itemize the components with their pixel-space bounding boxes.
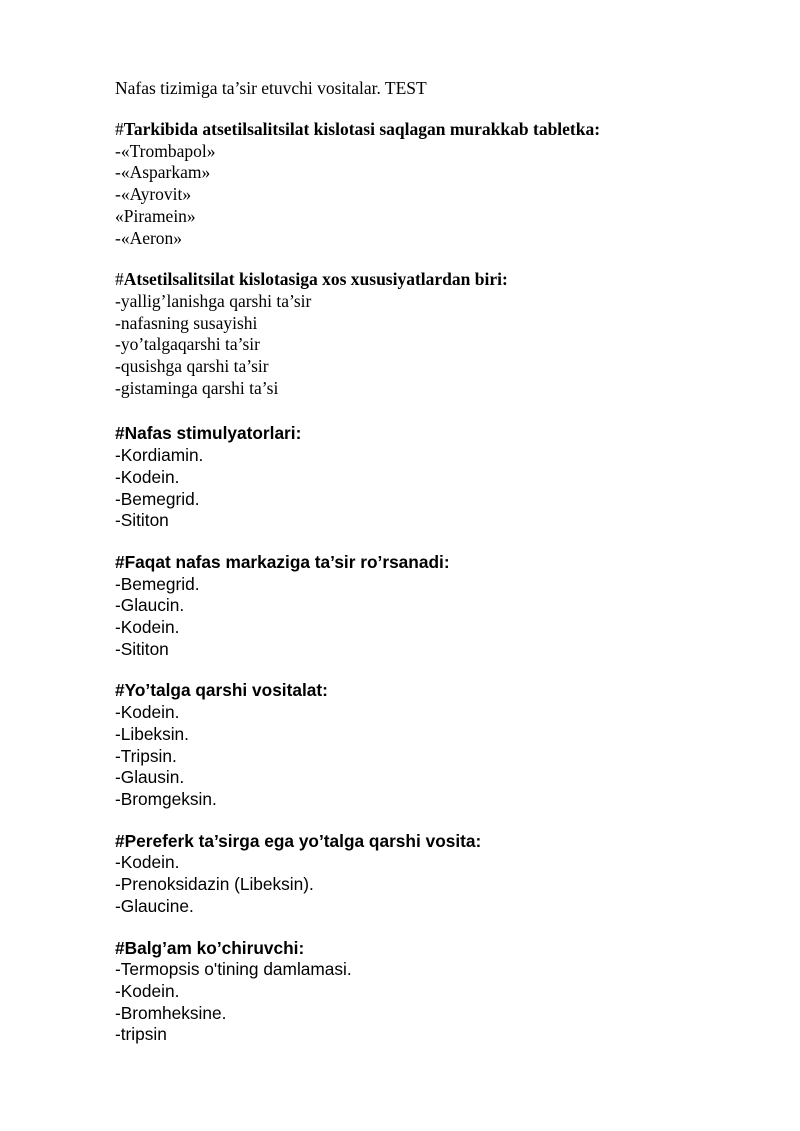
answer-option: -«Trombapol» xyxy=(115,140,216,161)
document-page xyxy=(115,77,755,1066)
question-block xyxy=(115,552,755,661)
question-text: Faqat nafas markaziga ta’sir ro’rsanadi: xyxy=(124,551,450,572)
question-text: Tarkibida atsetilsalitsilat kislotasi saqlagan murakkab tabletka: xyxy=(123,119,601,139)
answer-option: -yallig’lanishga qarshi ta’sir xyxy=(115,290,312,311)
question-text: Nafas stimulyatorlari: xyxy=(124,423,302,444)
question-text: Balg’am ko’chiruvchi: xyxy=(124,937,305,958)
question-block xyxy=(115,423,755,532)
answer-option: -qusishga qarshi ta’sir xyxy=(115,356,269,377)
answer-option: -Kordiamin. xyxy=(115,445,204,466)
question-hash: # xyxy=(115,119,124,139)
answer-option: -Bemegrid. xyxy=(115,573,200,594)
answer-option: -Termopsis o'tining damlamasi. xyxy=(115,959,352,980)
answer-option: -Bromheksine. xyxy=(115,1002,227,1023)
answer-option: -Glaucin. xyxy=(115,595,185,616)
answer-option: -Libeksin. xyxy=(115,723,189,744)
question-hash: # xyxy=(115,551,125,572)
answer-option: -Kodein. xyxy=(115,466,180,487)
answer-option: -«Aeron» xyxy=(115,227,183,248)
answer-option: -Bemegrid. xyxy=(115,488,200,509)
question-heading xyxy=(115,680,755,702)
answer-option: -Kodein. xyxy=(115,980,180,1001)
question-text: Atsetilsalitsilat kislotasiga xos xususiyatlardan biri: xyxy=(123,269,508,290)
answer-option: -Glaucine. xyxy=(115,895,194,916)
question-block xyxy=(115,938,755,1047)
question-block xyxy=(115,680,755,810)
question-block xyxy=(115,119,755,249)
answer-option: -Bromgeksin. xyxy=(115,788,217,809)
question-heading xyxy=(115,269,755,291)
answer-option: -Prenoksidazin (Libeksin). xyxy=(115,874,314,895)
answer-option: -Kodein. xyxy=(115,702,180,723)
question-hash: # xyxy=(115,269,124,290)
answer-option: -Sititon xyxy=(115,510,169,531)
question-heading xyxy=(115,119,755,141)
question-block xyxy=(115,831,755,918)
question-text: Yo’talga qarshi vositalat: xyxy=(124,680,328,701)
answer-option: -gistaminga qarshi ta’si xyxy=(115,377,279,398)
question-hash: # xyxy=(115,830,125,851)
answer-option: -Kodein. xyxy=(115,852,180,873)
answer-option: -«Ayrovit» xyxy=(115,184,192,205)
question-heading xyxy=(115,552,755,574)
question-hash: # xyxy=(115,937,125,958)
answer-option: -Kodein. xyxy=(115,617,180,638)
question-heading xyxy=(115,938,755,960)
answer-option: -yo’talgaqarshi ta’sir xyxy=(115,334,260,355)
answer-option: -tripsin xyxy=(115,1024,167,1045)
question-text: Pereferk ta’sirga ega yo’talga qarshi vosita: xyxy=(124,830,482,851)
answer-option: «Piramein» xyxy=(115,205,196,226)
question-hash: # xyxy=(115,680,125,701)
question-block xyxy=(115,269,755,399)
document-title: Nafas tizimiga ta’sir etuvchi vositalar. TEST xyxy=(115,78,427,98)
answer-option: -«Asparkam» xyxy=(115,162,211,183)
question-heading xyxy=(115,831,755,853)
answer-option: -nafasning susayishi xyxy=(115,312,258,333)
answer-option: -Sititon xyxy=(115,638,169,659)
question-hash: # xyxy=(115,423,125,444)
answer-option: -Tripsin. xyxy=(115,745,177,766)
question-heading xyxy=(115,423,755,445)
answer-option: -Glausin. xyxy=(115,767,185,788)
